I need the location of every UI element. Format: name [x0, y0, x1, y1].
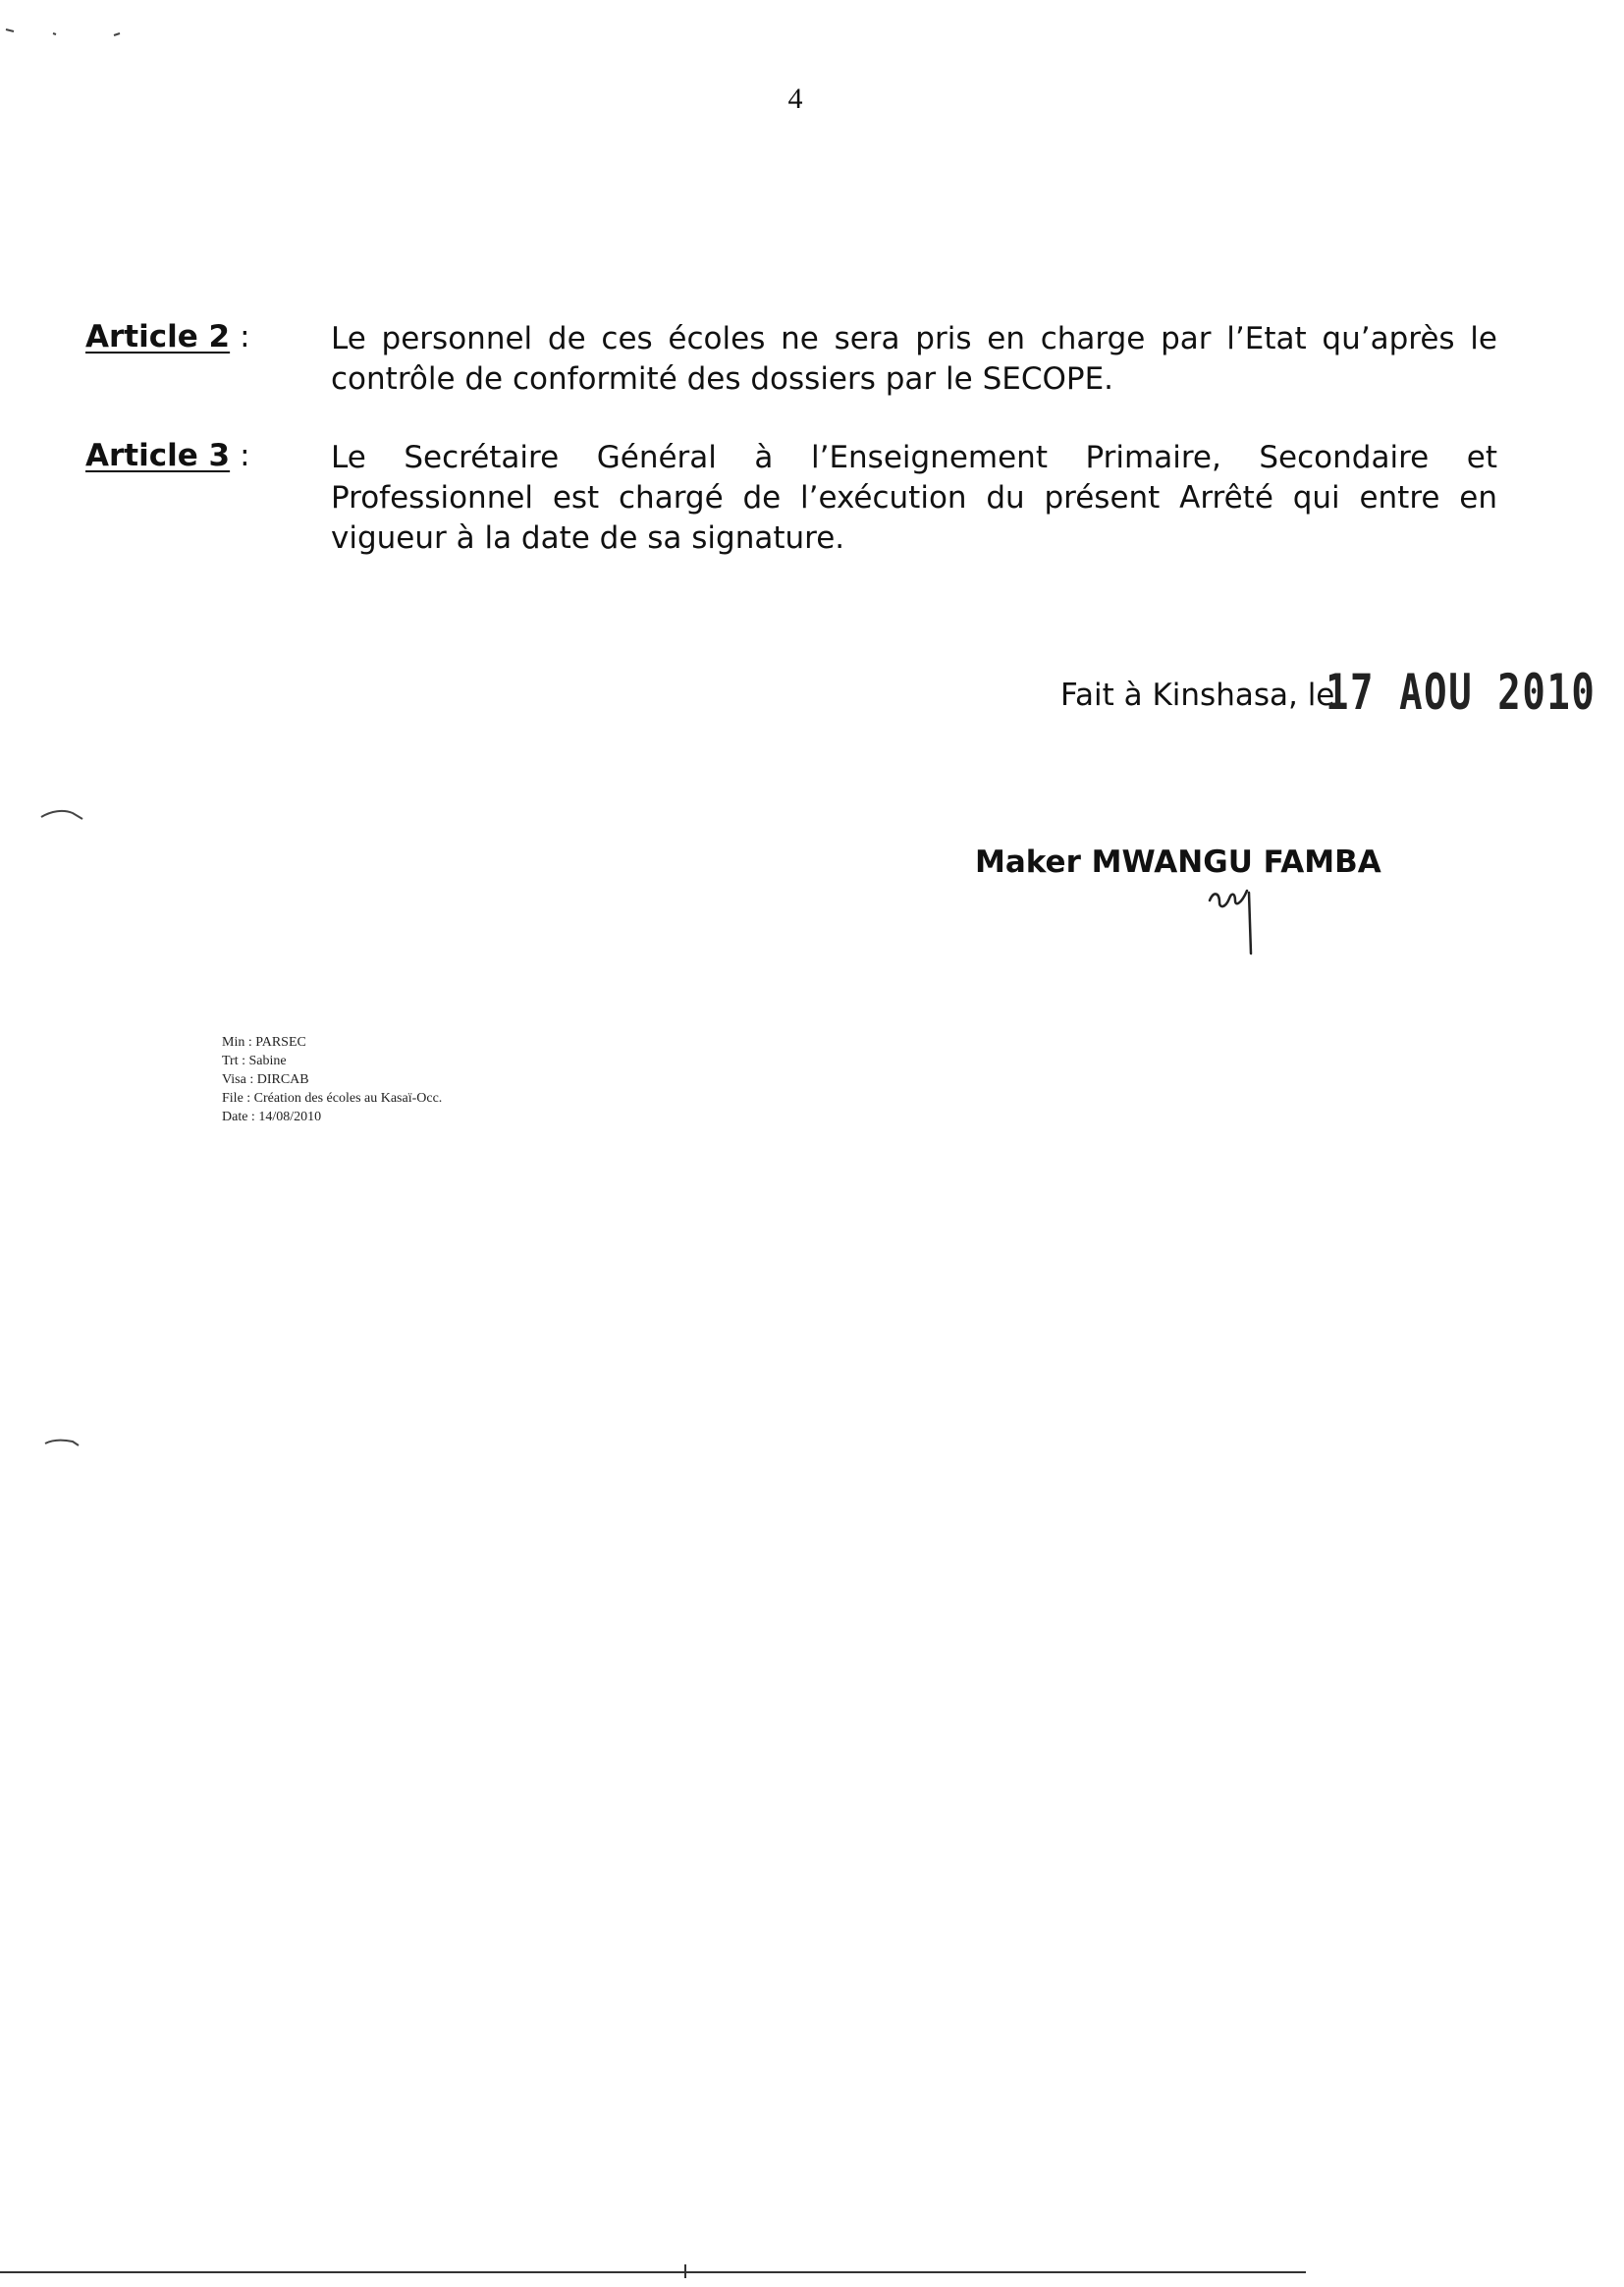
handwritten-signature: [1206, 879, 1265, 957]
closing-place: Fait à Kinshasa, le: [1060, 678, 1335, 713]
scan-mark-left-1: [39, 805, 88, 825]
scan-mark-top-left: [4, 24, 122, 43]
article-2-title: Article 2: [85, 319, 231, 354]
article-3-label: [85, 438, 250, 473]
reference-block: [222, 1033, 442, 1126]
bottom-rule: [0, 2271, 1306, 2273]
article-3-text: Le Secrétaire Général à l’Enseignement Primaire, Secondaire et Professionnel est chargé de l’exécution du présent Arrêté qui entre en vigueur à la date de sa signature.: [331, 440, 1497, 556]
article-3-title: Article 3: [85, 438, 231, 473]
page-number: 4: [787, 82, 803, 115]
reference-line: Date : 14/08/2010: [222, 1110, 322, 1124]
article-2-text: Le personnel de ces écoles ne sera pris en charge par l’Etat qu’après le contrôle de conformité des dossiers par le SECOPE.: [331, 321, 1497, 397]
signatory-name: Maker MWANGU FAMBA: [975, 844, 1381, 880]
date-stamp: 17 AOU 2010: [1326, 664, 1597, 721]
article-3-colon: :: [240, 438, 250, 473]
article-2-label: [85, 319, 250, 354]
reference-line: Trt : Sabine: [222, 1054, 287, 1068]
reference-line: Min : PARSEC: [222, 1035, 306, 1050]
bottom-rule-tick: [684, 2264, 686, 2278]
scan-mark-left-2: [43, 1436, 82, 1449]
reference-line: Visa : DIRCAB: [222, 1072, 309, 1087]
reference-line: File : Création des écoles au Kasaï-Occ.: [222, 1091, 443, 1106]
article-2-colon: :: [240, 319, 250, 354]
